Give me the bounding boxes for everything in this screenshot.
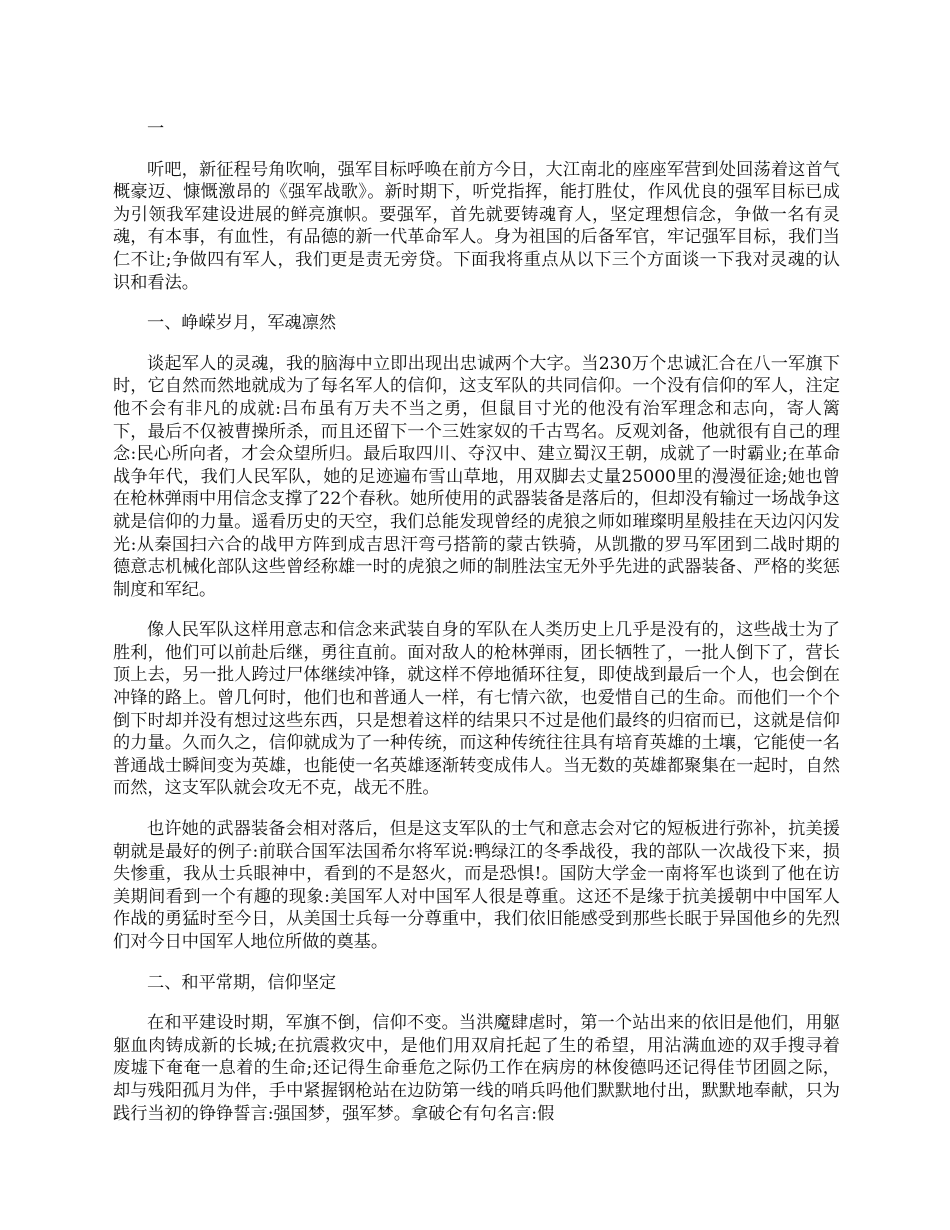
paragraph-3: 也许她的武器装备会相对落后，但是这支军队的士气和意志会对它的短板进行弥补，抗美援朝就是最好的例子:前联合国军法国希尔将军说:鸭绿江的冬季战役，我的部队一次战役下来，损失惨重，我从士兵眼神中，看到的不是怒火，而是恐惧!。国防大学金一南将军也谈到了他在访美期间看到一个有趣的现象:美国军人对中国军人很是尊重。这还不是缘于抗美援朝中中国军人作战的勇猛时至今日，从美国士兵每一分尊重中，我们依旧能感受到那些长眠于异国他乡的先烈们对今日中国军人地位所做的奠基。 xyxy=(113,819,840,952)
section-heading-1: 一、峥嵘岁月，军魂凛然 xyxy=(147,313,337,334)
section-marker: 一 xyxy=(147,119,165,139)
document-body xyxy=(113,118,840,1125)
paragraph-1: 谈起军人的灵魂，我的脑海中立即出现出忠诚两个大字。当230万个忠诚汇合在八一军旗下时，它自然而然地就成为了每名军人的信仰，这支军队的共同信仰。一个没有信仰的军人，注定他不会有非凡的成就:吕布虽有万夫不当之勇，但鼠目寸光的他没有治军理念和志向，寄人篱下，最后不仅被曹操所杀，而且还留下一个三姓家奴的千古骂名。反观刘备，他就很有自己的理念:民心所向者，才会众望所归。最后取四川、夺汉中、建立蜀汉王朝，成就了一时霸业;在革命战争年代，我们人民军队，她的足迹遍布雪山草地，用双脚去丈量25000里的漫漫征途;她也曾在枪林弹雨中用信念支撑了22个春秋。她所使用的武器装备是落后的，但却没有输过一场战争这就是信仰的力量。遥看历史的天空，我们总能发现曾经的虎狼之师如璀璨明星般挂在天边闪闪发光:从秦国扫六合的战甲方阵到成吉思汗弯弓搭箭的蒙古铁骑，从凯撒的罗马军团到二战时期的德意志机械化部队这些曾经称雄一时的虎狼之师的制胜法宝无外乎先进的武器装备、严格的奖惩制度和军纪。 xyxy=(113,353,840,600)
paragraph-4: 在和平建设时期，军旗不倒，信仰不变。当洪魔肆虐时，第一个站出来的依旧是他们，用躯躯血肉铸成新的长城;在抗震救灾中，是他们用双肩托起了生的希望，用沾满血迹的双手搜寻着废墟下奄奄一息着的生命;还记得生命垂危之际仍工作在病房的林俊德吗还记得佳节团圆之际，却与残阳孤月为伴，手中紧握钢枪站在边防第一线的哨兵吗他们默默地付出，默默地奉献，只为践行当初的铮铮誓言:强国梦，强军梦。拿破仑有句名言:假 xyxy=(113,1013,840,1124)
paragraph-2: 像人民军队这样用意志和信念来武装自身的军队在人类历史上几乎是没有的，这些战士为了胜利，他们可以前赴后继，勇往直前。面对敌人的枪林弹雨，团长牺牲了，一批人倒下了，营长顶上去，另一批人跨过尸体继续冲锋，就这样不停地循环往复，即使战到最后一个人，也会倒在冲锋的路上。曾几何时，他们也和普通人一样，有七情六欲，也爱惜自己的生命。而他们一个个倒下时却并没有想过这些东西，只是想着这样的结果只不过是他们最终的归宿而已，这就是信仰的力量。久而久之，信仰就成为了一种传统，而这种传统往往具有培育英雄的土壤，它能使一名普通战士瞬间变为英雄，也能使一名英雄逐渐转变成伟人。当无数的英雄都聚集在一起时，自然而然，这支军队就会攻无不克，战无不胜。 xyxy=(113,620,840,799)
section-heading-2: 二、和平常期，信仰坚定 xyxy=(147,972,337,993)
paragraph-intro: 听吧，新征程号角吹响，强军目标呼唤在前方今日，大江南北的座座军营到处回荡着这首气概豪迈、慷慨激昂的《强军战歌》。新时期下，听党指挥，能打胜仗，作风优良的强军目标已成为引领我军建设进展的鲜亮旗帜。要强军，首先就要铸魂育人，坚定理想信念，争做一名有灵魂，有本事，有血性，有品德的新一代革命军人。身为祖国的后备军官，牢记强军目标，我们当仁不让;争做四有军人，我们更是责无旁贷。下面我将重点从以下三个方面谈一下我对灵魂的认识和看法。 xyxy=(113,159,840,293)
